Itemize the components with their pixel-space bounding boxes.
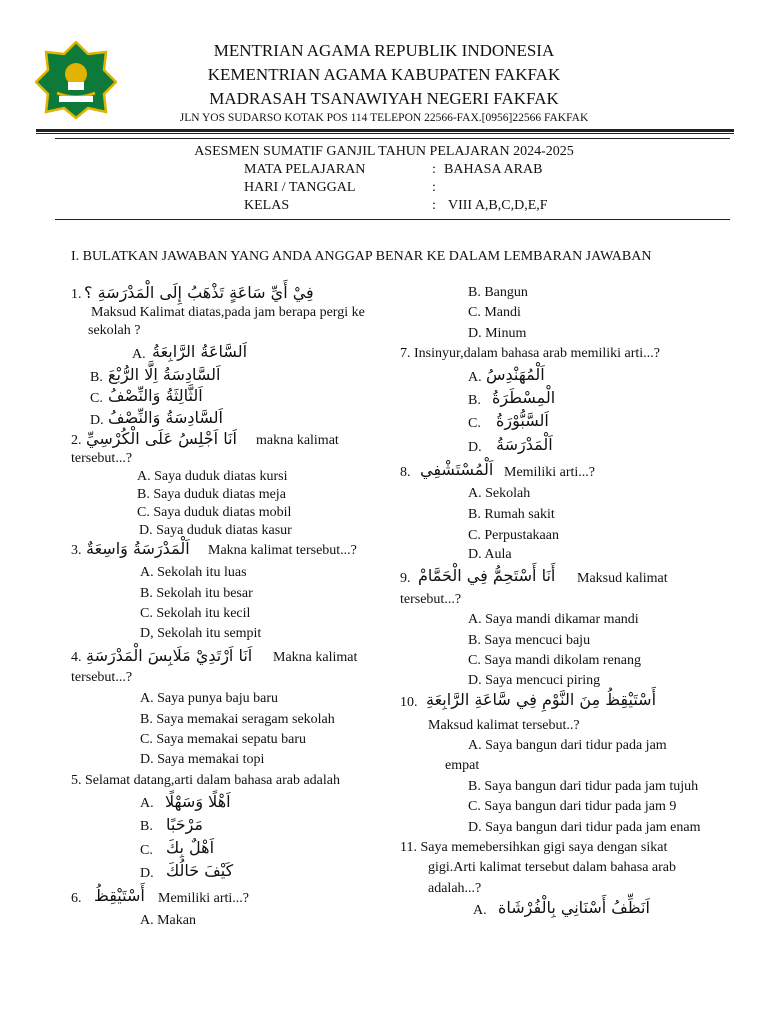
option: B. Bangun — [468, 285, 528, 300]
question-arabic: أَسْتَيْقِظُ — [94, 886, 145, 905]
option-arabic: اَلسَّادِسَةُ اِلَّا الرُّبْعَ — [108, 365, 221, 384]
question-text: 5. Selamat datang,arti dalam bahasa arab adalah — [71, 773, 340, 788]
option-letter: D. — [90, 413, 104, 428]
option-letter: B. — [90, 370, 103, 385]
exam-sep: : — [432, 198, 436, 213]
option: B. Saya bangun dari tidur pada jam tujuh — [468, 779, 699, 794]
question-text: 7. Insinyur,dalam bahasa arab memiliki arti...? — [400, 346, 660, 361]
option: D. Saya bangun dari tidur pada jam enam — [468, 820, 701, 835]
header-divider — [36, 129, 734, 132]
question-text: sekolah ? — [88, 323, 141, 338]
option-letter: C. — [140, 843, 153, 858]
question-text: makna kalimat — [256, 433, 339, 448]
exam-box-top — [55, 138, 730, 139]
option: A. Sekolah itu luas — [140, 565, 247, 580]
option: B. Rumah sakit — [468, 507, 555, 522]
option: C. Mandi — [468, 305, 521, 320]
option-arabic: اَلسَّبُّوْرَةُ — [496, 411, 549, 430]
option-letter: A. — [473, 903, 487, 918]
question-number: 10. — [400, 695, 418, 710]
option: D. Saya duduk diatas kasur — [139, 523, 292, 538]
option-arabic: اَلثَّالِثَةُ وَالنِّصْفُ — [108, 386, 203, 405]
question-number: 8. — [400, 465, 411, 480]
exam-title: ASESMEN SUMATIF GANJIL TAHUN PELAJARAN 2024-2025 — [194, 144, 574, 159]
exam-box-bottom — [55, 219, 730, 220]
question-text: tersebut...? — [400, 592, 462, 607]
option: C. Sekolah itu kecil — [140, 606, 251, 621]
option-letter: B. — [140, 819, 153, 834]
option-letter: C. — [468, 416, 481, 431]
option-arabic: الْمِسْطَرَةُ — [492, 388, 556, 407]
option: C. Saya memakai sepatu baru — [140, 732, 307, 747]
option: A. Makan — [140, 913, 196, 928]
question-text: Makna kalimat tersebut...? — [208, 543, 357, 558]
question-number: 3. — [71, 543, 82, 558]
header-ministry: MENTRIAN AGAMA REPUBLIK INDONESIA — [213, 41, 555, 60]
question-arabic: أَسْتَيْقِظُ مِنَ النَّوْمِ فِي سَّاعَةِ الرَّابِعَةِ — [426, 690, 657, 709]
header-divider-thin — [36, 133, 734, 134]
option-arabic: اَلسَّادِسَةُ وَالنِّصْفُ — [108, 408, 223, 427]
question-text: Memiliki arti...? — [504, 465, 595, 480]
option-arabic: كَيْفَ حَالُكَ — [166, 861, 234, 880]
question-text: tersebut...? — [71, 451, 133, 466]
question-arabic: اَنَا اَرْتَدِيْ مَلَابِسَ الْمَدْرَسَةِ — [86, 646, 253, 665]
option-letter: D. — [468, 440, 482, 455]
option: D. Saya memakai topi — [140, 752, 265, 767]
question-arabic: أَنَا أَسْتَحِمُّ فِي الْحَمَّامْ — [418, 566, 556, 585]
header-address: JLN YOS SUDARSO KOTAK POS 114 TELEPON 22566-FAX.[0956]22566 FAKFAK — [179, 112, 589, 124]
option: D. Aula — [468, 547, 512, 562]
question-text: adalah...? — [428, 881, 482, 896]
option-letter: D. — [140, 866, 154, 881]
option-letter: A. — [132, 347, 146, 362]
question-number: 9. — [400, 571, 411, 586]
question-text: Memiliki arti...? — [158, 891, 249, 906]
option: D. Minum — [468, 326, 527, 341]
option-letter: C. — [90, 391, 103, 406]
question-text: Maksud Kalimat diatas,pada jam berapa pergi ke — [91, 305, 365, 320]
question-number: 1. — [71, 287, 82, 302]
option-letter: B. — [468, 393, 481, 408]
exam-sep: : — [432, 180, 436, 195]
exam-value-subject: BAHASA ARAB — [444, 162, 543, 177]
option-arabic: مَرْحَبًا — [166, 815, 203, 834]
option: A. Saya punya baju baru — [140, 691, 279, 706]
question-text: gigi.Arti kalimat tersebut dalam bahasa arab — [428, 860, 677, 875]
option: C. Saya bangun dari tidur pada jam 9 — [468, 799, 677, 814]
option: C. Perpustakaan — [468, 528, 559, 543]
option-letter: A. — [468, 370, 482, 385]
header-school: MADRASAH TSANAWIYAH NEGERI FAKFAK — [209, 89, 559, 108]
exam-label-subject: MATA PELAJARAN — [244, 162, 366, 177]
option: A. Saya duduk diatas kursi — [137, 469, 288, 484]
option: A. Saya bangun dari tidur pada jam — [468, 738, 667, 753]
option-arabic: اَهْلًا وَسَهْلًا — [165, 792, 231, 811]
option-arabic: اَهْلٌ بِكَ — [166, 838, 215, 857]
exam-label-date: HARI / TANGGAL — [244, 180, 356, 195]
instruction: I. BULATKAN JAWABAN YANG ANDA ANGGAP BENAR KE DALAM LEMBARAN JAWABAN — [71, 249, 652, 264]
question-text: Maksud kalimat — [577, 571, 668, 586]
option-arabic: اَلسَّاعَةُ الرَّابِعَةُ — [152, 342, 248, 361]
question-number: 6. — [71, 891, 82, 906]
question-text: tersebut...? — [71, 670, 133, 685]
question-arabic: اَنَا اَجْلِسُ عَلَى الْكُرْسِيِّ — [86, 429, 237, 448]
option: C. Saya duduk diatas mobil — [137, 505, 292, 520]
option-arabic: اَنَظِّفُ أَسْنَانِي بِالْفُرْشَاة — [498, 898, 650, 917]
option: D, Sekolah itu sempit — [140, 626, 262, 641]
option: D. Saya mencuci piring — [468, 673, 601, 688]
header-district: KEMENTRIAN AGAMA KABUPATEN FAKFAK — [207, 65, 561, 84]
option: A. Sekolah — [468, 486, 531, 501]
option: B. Saya memakai seragam sekolah — [140, 712, 335, 727]
question-text: Makna kalimat — [273, 650, 358, 665]
exam-sep: : — [432, 162, 436, 177]
question-arabic: اَلْمُسْتَشْفِي — [420, 460, 494, 479]
option-arabic: اَلْمُهَنْدِسُ — [486, 365, 545, 384]
option: empat — [445, 758, 480, 773]
option-arabic: اَلْمَدْرَسَةُ — [496, 435, 553, 454]
option: B. Sekolah itu besar — [140, 586, 253, 601]
question-arabic: فِيْ أَيِّ سَاعَةٍ تَذْهَبُ إِلَى الْمَدْرَسَةِ ؟ — [84, 283, 314, 302]
exam-label-class: KELAS — [244, 198, 290, 213]
option: C. Saya mandi dikolam renang — [468, 653, 642, 668]
question-number: 4. — [71, 650, 82, 665]
exam-value-class: VIII A,B,C,D,E,F — [448, 198, 548, 213]
option: B. Saya mencuci baju — [468, 633, 591, 648]
option: B. Saya duduk diatas meja — [137, 487, 286, 502]
question-arabic: اَلْمَدْرَسَةُ وَاسِعَةٌ — [86, 539, 190, 558]
question-text: 11. Saya memebersihkan gigi saya dengan sikat — [400, 840, 668, 855]
question-number: 2. — [71, 433, 82, 448]
option-letter: A. — [140, 796, 154, 811]
option: A. Saya mandi dikamar mandi — [468, 612, 639, 627]
question-text: Maksud kalimat tersebut..? — [428, 718, 580, 733]
